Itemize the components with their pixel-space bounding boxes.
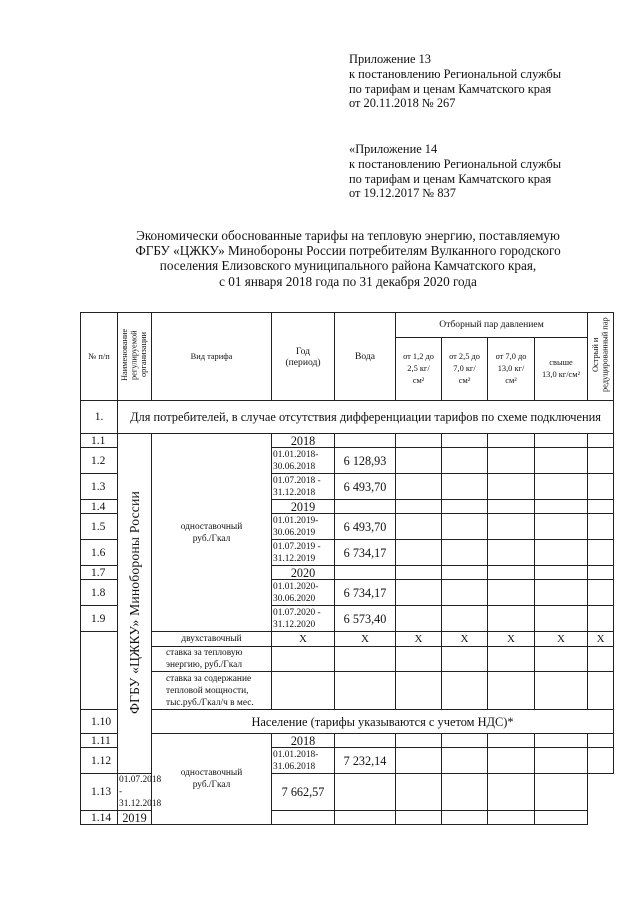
title-line: Экономически обоснованные тарифы на тепловую энергию, поставляемую [136,228,560,243]
row-num: 1.5 [81,514,118,540]
water-value: 6 493,70 [335,514,396,540]
row-num: 1.7 [81,566,118,580]
appendix-14-block [349,142,639,201]
water-value [335,734,396,748]
header-steam-2: от 2,5 до 7,0 кг/см² [442,338,488,401]
x-mark: X [442,632,488,647]
row-num: 1.9 [81,606,118,632]
period-range: 01.01.2018-30.06.2018 [272,448,335,474]
water-value: 6 493,70 [335,474,396,500]
appendix-14-line: от 19.12.2017 № 837 [349,186,456,201]
water-value: 6 734,17 [335,540,396,566]
water-value: 6 573,40 [335,606,396,632]
document-title [80,228,616,289]
row-num: 1.2 [81,448,118,474]
row-num: 1.6 [81,540,118,566]
water-value: 7 662,57 [272,774,335,811]
header-steam-1: от 1,2 до 2,5 кг/см² [396,338,442,401]
energy-rate-label: ставка за тепловую энергию, руб./Гкал [152,647,272,672]
water-value [335,434,396,448]
period-range: 01.07.2018 - 31.12.2018 [272,474,335,500]
x-mark: X [488,632,535,647]
water-value: 6 734,17 [335,580,396,606]
header-num: № п/п [81,313,118,401]
two-rate-label: двухставочный [152,632,272,647]
section-heading: Для потребителей, в случае отсутствия дифференциации тарифов по схеме подключения [118,401,614,434]
tariff-table [80,312,614,825]
row-num: 1.14 [81,811,118,825]
water-value [335,566,396,580]
header-tariff-type: Вид тарифа [152,313,272,401]
header-year: Год (период) [272,313,335,401]
x-mark: X [335,632,396,647]
section-num: 1. [81,401,118,434]
appendix-13-block [349,52,639,111]
appendix-14-line: к постановлению Региональной службы [349,156,562,171]
period-range: 01.07.2018 - 31.12.2018 [119,775,162,809]
section-num: 1.10 [81,710,118,734]
water-value: 7 232,14 [335,748,396,774]
period-range: 01.07.2020 - 31.12.2020 [272,606,335,632]
row-num: 1.4 [81,500,118,514]
one-rate-label: одноставочный руб./Гкал [152,734,272,825]
title-line: поселения Елизовского муниципального района Камчатского края, [159,258,537,274]
row-num: 1.8 [81,580,118,606]
title-line: ФГБУ «ЦЖКУ» Минобороны России потребителям Вулканного городского [135,243,561,259]
row-num: 1.13 [81,774,118,811]
one-rate-label: одноставочный руб./Гкал [152,434,272,632]
period-year: 2020 [272,566,335,580]
appendix-13-line: от 20.11.2018 № 267 [349,96,456,111]
x-mark: X [535,632,588,647]
header-sharp-steam: Острый и редуцированный пар [588,313,614,401]
row-num: 1.3 [81,474,118,500]
appendix-14-line: «Приложение 14 [349,142,438,156]
period-range: 01.01.2018-31.06.2018 [272,748,335,774]
header-org-name: Наименование регулируемой организации [118,313,152,401]
period-year: 2018 [272,734,335,748]
water-value [272,811,335,825]
title-line: с 01 января 2018 года по 31 декабря 2020 года [219,273,477,289]
appendix-13-line: к постановлению Региональной службы [349,66,562,81]
header-steam-3: от 7,0 до 13,0 кг/см² [488,338,535,401]
period-year: 2018 [272,434,335,448]
organization-cell: ФГБУ «ЦЖКУ» Минобороны России [118,434,152,774]
x-mark: X [396,632,442,647]
x-mark: X [588,632,614,647]
row-num: 1.12 [81,748,118,774]
appendix-13-line: Приложение 13 [349,52,431,66]
period-range: 01.01.2019-30.06.2019 [272,514,335,540]
x-mark: X [272,632,335,647]
water-value [335,500,396,514]
period-year: 2019 [118,811,152,825]
period-year: 2019 [272,500,335,514]
row-num: 1.11 [81,734,118,748]
header-steam-4: свыше 13,0 кг/см² [535,338,588,401]
header-steam: Отборный пар давлением [396,313,588,338]
capacity-rate-label: ставка за содержание тепловой мощности, тыс.руб./Гкал/ч в мес. [152,672,272,710]
period-range: 01.07.2019 - 31.12.2019 [272,540,335,566]
water-value: 6 128,93 [335,448,396,474]
appendix-13-line: по тарифам и ценам Камчатского края [349,81,552,96]
row-num-empty [81,632,118,710]
section-heading: Население (тарифы указываются с учетом НДС)* [152,710,614,734]
header-water: Вода [335,313,396,401]
row-num: 1.1 [81,434,118,448]
appendix-14-line: по тарифам и ценам Камчатского края [349,171,552,186]
period-range: 01.01.2020-30.06.2020 [272,580,335,606]
